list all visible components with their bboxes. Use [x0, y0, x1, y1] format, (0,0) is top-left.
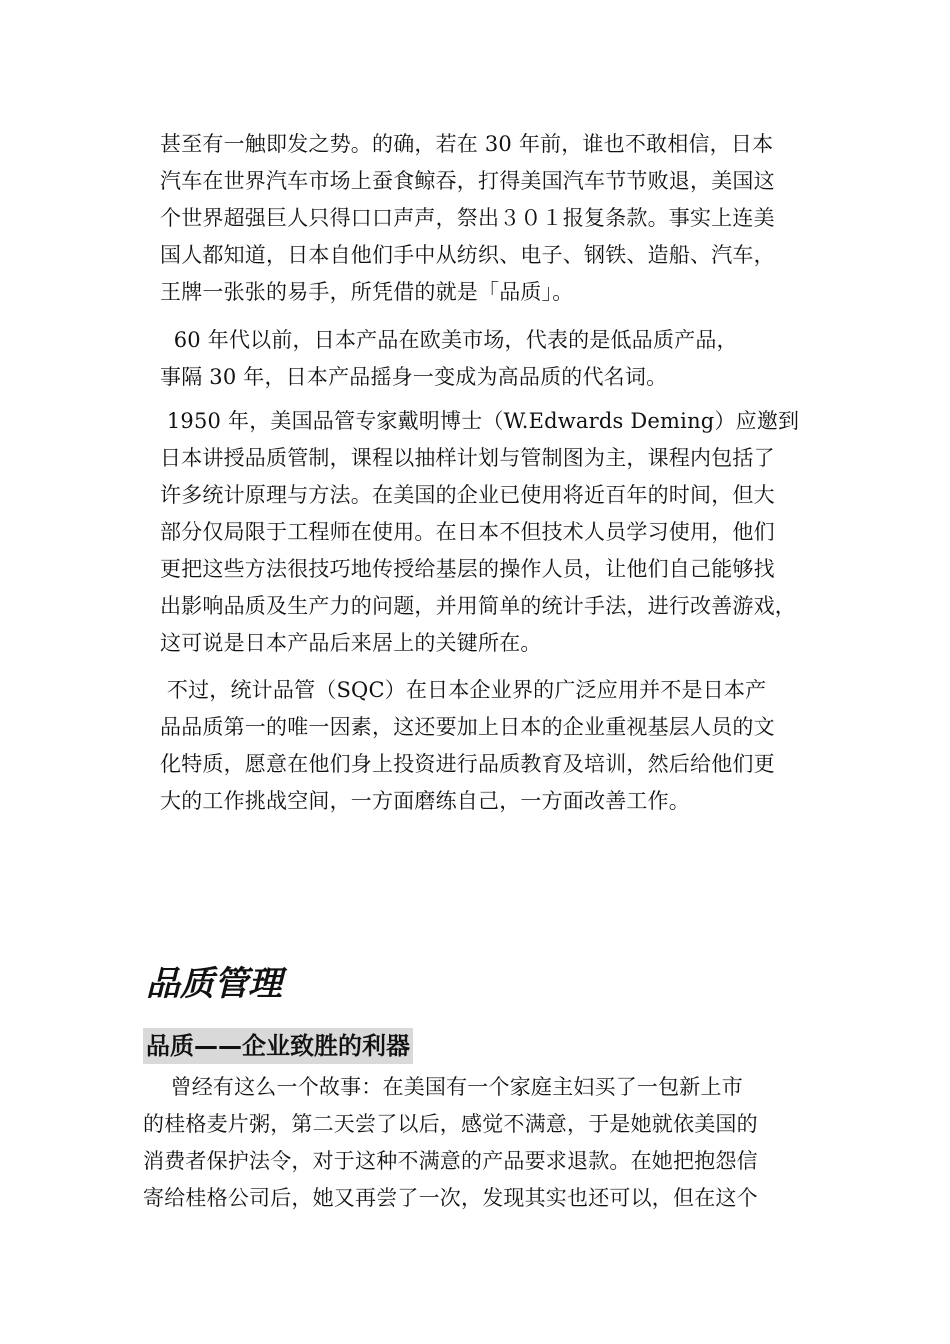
- text-line: 大的工作挑战空间，一方面磨练自己，一方面改善工作。: [160, 789, 690, 813]
- section-title: 品质管理: [146, 964, 282, 1004]
- text-line: 曾经有这么一个故事：在美国有一个家庭主妇买了一包新上市: [143, 1075, 743, 1099]
- text-line: 出影响品质及生产力的问题，并用简单的统计手法，进行改善游戏，: [160, 594, 796, 618]
- subsection-title: 品质——企业致胜的利器: [143, 1028, 413, 1064]
- text-line: 汽车在世界汽车市场上蚕食鲸吞，打得美国汽车节节败退，美国这: [160, 169, 775, 193]
- text-line: 更把这些方法很技巧地传授给基层的操作人员，让他们自己能够找: [160, 557, 775, 581]
- paragraph-sqc: [160, 672, 775, 820]
- paragraph-deming: [160, 403, 799, 662]
- text-line: 部分仅局限于工程师在使用。在日本不但技术人员学习使用，他们: [160, 520, 775, 544]
- text-line: 60 年代以前，日本产品在欧美市场，代表的是低品质产品，: [160, 328, 738, 352]
- text-line: 许多统计原理与方法。在美国的企业已使用将近百年的时间，但大: [160, 483, 775, 507]
- text-line: 消费者保护法令，对于这种不满意的产品要求退款。在她把抱怨信: [143, 1149, 758, 1173]
- text-line: 这可说是日本产品后来居上的关键所在。: [160, 631, 542, 655]
- text-line: 品品质第一的唯一因素，这还要加上日本的企业重视基层人员的文: [160, 715, 775, 739]
- paragraph-60s: [160, 322, 738, 396]
- text-line: 国人都知道，日本自他们手中从纺织、电子、钢铁、造船、汽车，: [160, 243, 775, 267]
- text-line: 寄给桂格公司后，她又再尝了一次，发现其实也还可以，但在这个: [143, 1186, 758, 1210]
- text-line: 日本讲授品质管制，课程以抽样计划与管制图为主，课程内包括了: [160, 446, 775, 470]
- text-line: 化特质，愿意在他们身上投资进行品质教育及培训，然后给他们更: [160, 752, 775, 776]
- text-line: 不过，统计品管（SQC）在日本企业界的广泛应用并不是日本产: [160, 678, 767, 702]
- text-line: 个世界超强巨人只得口口声声，祭出３０１报复条款。事实上连美: [160, 206, 775, 230]
- text-line: 甚至有一触即发之势。的确，若在 30 年前，谁也不敢相信，日本: [160, 132, 774, 156]
- text-line: 王牌一张张的易手，所凭借的就是「品质」。: [160, 280, 574, 304]
- text-line: 的桂格麦片粥，第二天尝了以后，感觉不满意，于是她就依美国的: [143, 1112, 758, 1136]
- text-line: 1950 年，美国品管专家戴明博士（W.Edwards Deming）应邀到: [160, 409, 800, 433]
- paragraph-japan-auto: [160, 126, 775, 311]
- paragraph-story: [143, 1069, 758, 1217]
- text-line: 事隔 30 年，日本产品摇身一变成为高品质的代名词。: [160, 365, 668, 389]
